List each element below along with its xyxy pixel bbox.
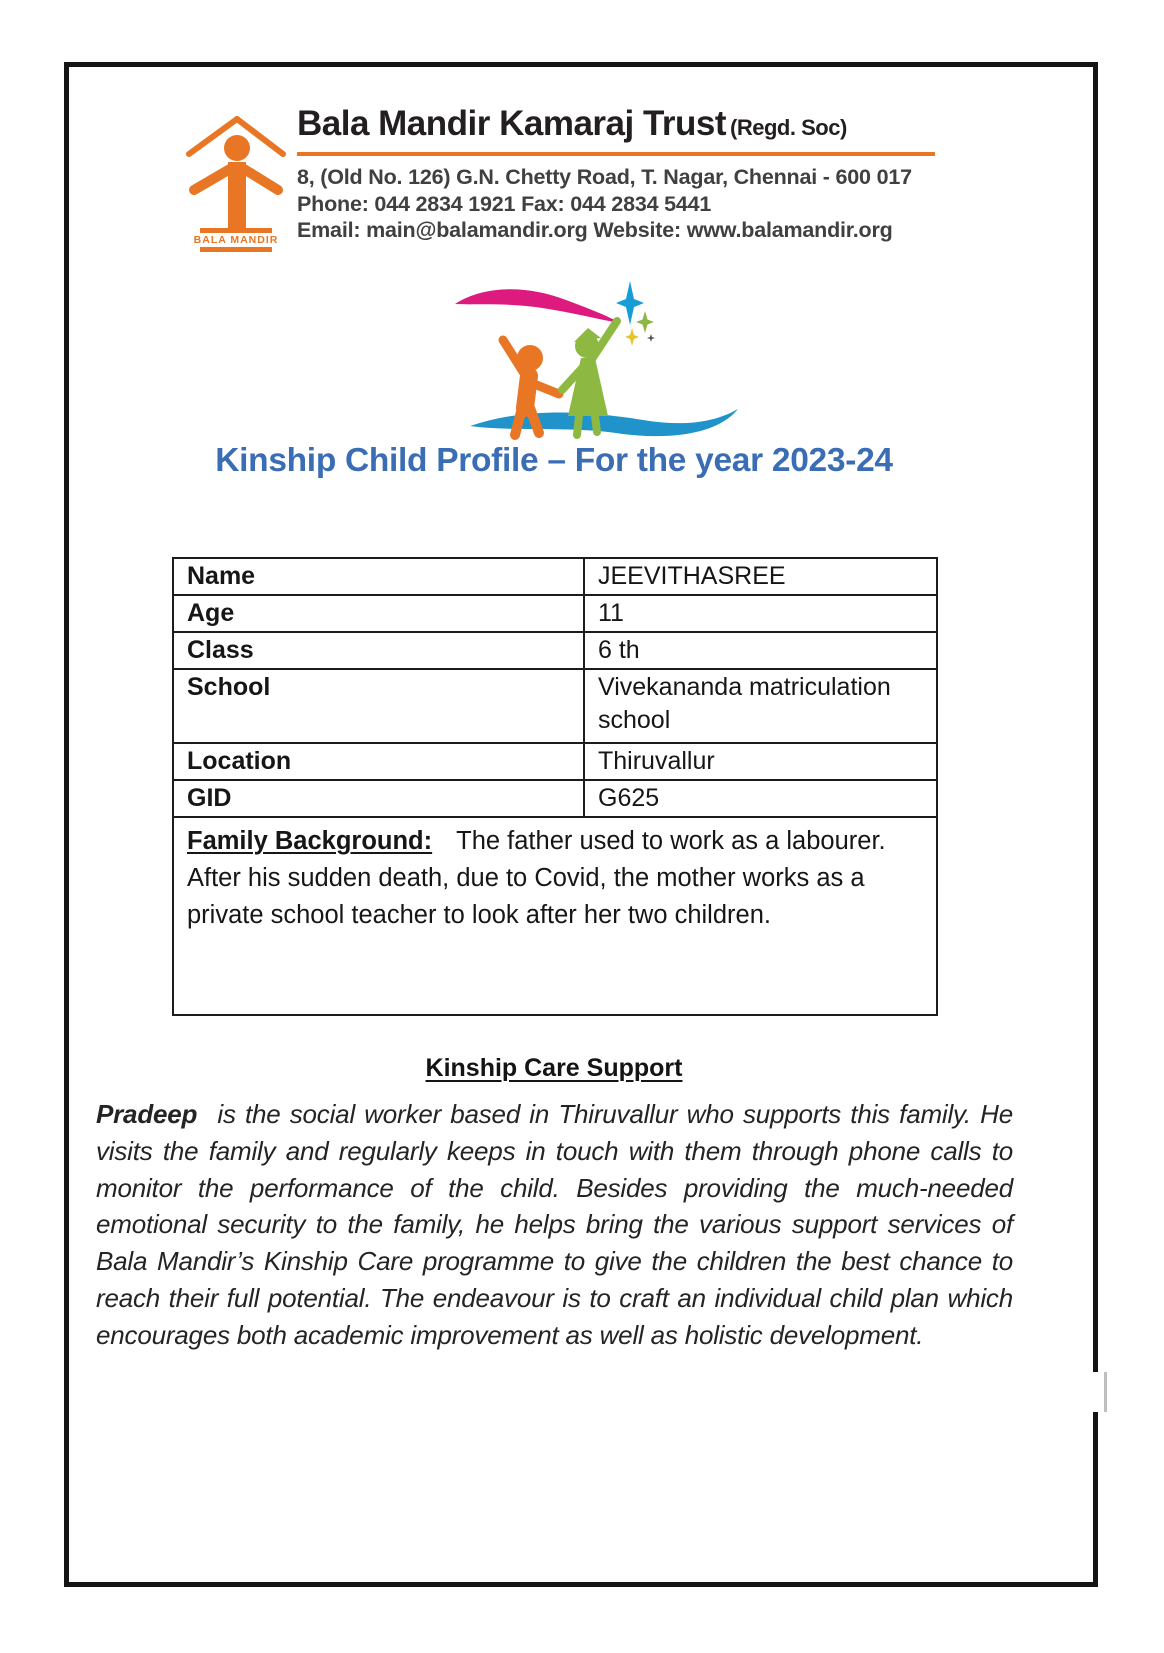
org-email-website: Email: main@balamandir.org Website: www.balamandir.org bbox=[297, 218, 893, 242]
logo-caption: BALA MANDIR bbox=[193, 234, 279, 246]
row-label: Age bbox=[173, 595, 584, 632]
org-address: 8, (Old No. 126) G.N. Chetty Road, T. Nagar, Chennai - 600 017 bbox=[297, 165, 912, 189]
table-row-age bbox=[173, 595, 937, 632]
profile-table bbox=[172, 557, 938, 1016]
scan-artifact bbox=[1086, 1372, 1107, 1412]
support-paragraph bbox=[96, 1096, 1013, 1354]
org-phone-fax: Phone: 044 2834 1921 Fax: 044 2834 5441 bbox=[297, 191, 712, 216]
children-stars-logo-icon bbox=[438, 258, 748, 448]
row-label: Location bbox=[173, 743, 584, 780]
section-heading: Kinship Care Support bbox=[425, 1054, 683, 1082]
family-background-label: Family Background: bbox=[187, 827, 433, 855]
org-suffix: (Regd. Soc) bbox=[730, 115, 847, 140]
social-worker-name: Pradeep bbox=[96, 1099, 198, 1129]
org-name-text: Bala Mandir Kamaraj Trust bbox=[297, 104, 727, 143]
table-row-family-background bbox=[173, 817, 937, 1015]
table-row-gid bbox=[173, 780, 937, 817]
family-background-text: The father used to work as a labourer. After his sudden death, due to Covid, the mother works as a private school teacher to look after her two children. bbox=[187, 827, 886, 929]
table-row-name bbox=[173, 558, 937, 595]
orange-rule bbox=[297, 152, 935, 156]
page-title: Kinship Child Profile – For the year 2023-24 bbox=[215, 442, 893, 479]
row-label: Name bbox=[173, 558, 584, 595]
row-value: G625 bbox=[584, 780, 937, 817]
row-label: GID bbox=[173, 780, 584, 817]
row-value: JEEVITHASREE bbox=[584, 558, 937, 595]
row-label: School bbox=[173, 669, 584, 743]
row-value: 6 th bbox=[584, 632, 937, 669]
row-label: Class bbox=[173, 632, 584, 669]
row-value: Thiruvallur bbox=[584, 743, 937, 780]
table-row-school bbox=[173, 669, 937, 743]
letterhead bbox=[297, 104, 945, 244]
table-row-class bbox=[173, 632, 937, 669]
row-value: Vivekananda matriculation school bbox=[584, 669, 937, 743]
table-row-location bbox=[173, 743, 937, 780]
bala-mandir-house-logo-icon bbox=[183, 110, 287, 254]
org-name bbox=[297, 104, 945, 144]
row-value: 11 bbox=[584, 595, 937, 632]
support-paragraph-text: is the social worker based in Thiruvallur who supports this family. He visits the family and regularly keeps in touch with them through phone calls to monitor the performance of the child. Besides providing the much-needed emotional security to the family, he helps bring the various support services of Bala Mandir’s Kinship Care programme to give the children the best chance to reach their full potential. The endeavour is to craft an individual child plan which encourages both academic improvement as well as holistic development. bbox=[96, 1099, 1013, 1350]
family-background-cell bbox=[173, 817, 937, 1015]
